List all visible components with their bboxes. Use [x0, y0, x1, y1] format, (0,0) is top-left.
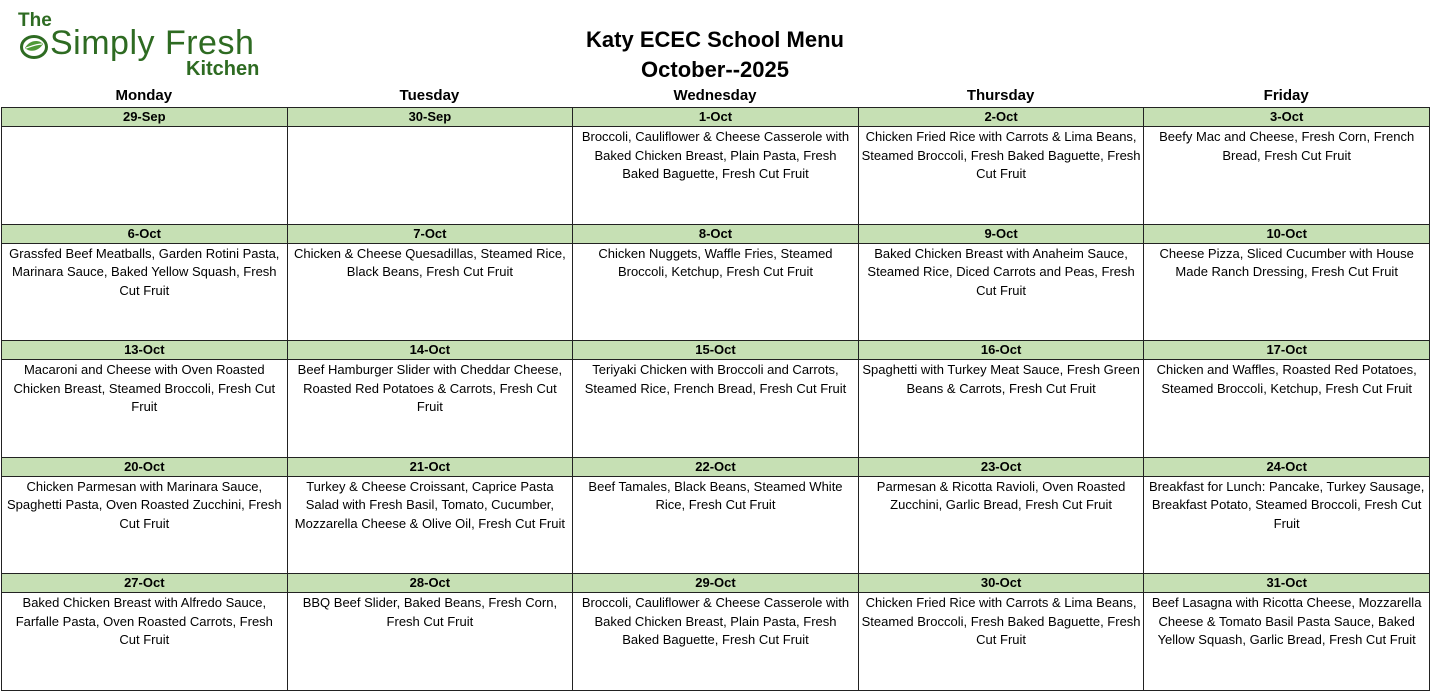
cell-menu: Parmesan & Ricotta Ravioli, Oven Roasted Zucchini, Garlic Bread, Fresh Cut Fruit — [876, 478, 1126, 513]
day-cell — [859, 225, 1145, 342]
menu-calendar-grid — [1, 107, 1430, 691]
cell-menu: Breakfast for Lunch: Pancake, Turkey Sausage, Breakfast Potato, Steamed Broccoli, Fresh Cut Fruit — [1149, 478, 1425, 531]
cell-date: 29-Oct — [573, 574, 858, 593]
day-cell — [288, 225, 574, 342]
cell-menu: Chicken Nuggets, Waffle Fries, Steamed Broccoli, Ketchup, Fresh Cut Fruit — [598, 245, 833, 280]
cell-date: 31-Oct — [1144, 574, 1429, 593]
cell-menu: Broccoli, Cauliflower & Cheese Casserole with Baked Chicken Breast, Plain Pasta, Fresh Baked Baguette, Fresh Cut Fruit — [581, 129, 850, 181]
cell-date: 29-Sep — [2, 108, 287, 127]
cell-date: 28-Oct — [288, 574, 573, 593]
page-title: Katy ECEC School Menu — [586, 27, 844, 52]
cell-date: 1-Oct — [573, 108, 858, 127]
cell-date: 3-Oct — [1144, 108, 1429, 127]
cell-menu: Macaroni and Cheese with Oven Roasted Chicken Breast, Steamed Broccoli, Fresh Cut Fruit — [13, 362, 276, 415]
day-cell — [573, 108, 859, 225]
day-header-tuesday: Tuesday — [399, 87, 460, 104]
cell-date: 30-Oct — [859, 574, 1144, 593]
cell-date: 9-Oct — [859, 225, 1144, 244]
cell-menu: Chicken & Cheese Quesadillas, Steamed Rice, Black Beans, Fresh Cut Fruit — [294, 245, 566, 280]
day-cell — [859, 574, 1145, 691]
day-cell — [859, 341, 1145, 458]
cell-date: 30-Sep — [288, 108, 573, 127]
cell-menu: Baked Chicken Breast with Alfredo Sauce, Farfalle Pasta, Oven Roasted Carrots, Fresh Cut Fruit — [15, 595, 273, 648]
cell-date: 15-Oct — [573, 341, 858, 360]
week-row — [2, 341, 1430, 458]
day-cell — [288, 574, 574, 691]
cell-menu: Beef Hamburger Slider with Cheddar Cheese, Roasted Red Potatoes & Carrots, Fresh Cut Fruit — [297, 362, 563, 415]
cell-menu: Chicken Fried Rice with Carrots & Lima Beans, Steamed Broccoli, Fresh Baked Baguette, Fresh Cut Fruit — [861, 129, 1141, 181]
cell-date: 20-Oct — [2, 458, 287, 477]
cell-date: 23-Oct — [859, 458, 1144, 477]
cell-menu — [2, 127, 287, 128]
day-cell — [573, 458, 859, 575]
cell-menu: Baked Chicken Breast with Anaheim Sauce, Steamed Rice, Diced Carrots and Peas, Fresh Cut Fruit — [867, 245, 1135, 298]
day-cell — [1144, 458, 1430, 575]
week-row — [2, 225, 1430, 342]
cell-menu: Grassfed Beef Meatballs, Garden Rotini Pasta, Marinara Sauce, Baked Yellow Squash, Fresh Cut Fruit — [9, 245, 280, 298]
day-cell — [2, 108, 288, 225]
leaf-icon — [18, 32, 50, 62]
cell-menu: BBQ Beef Slider, Baked Beans, Fresh Corn, Fresh Cut Fruit — [302, 595, 558, 629]
cell-menu: Teriyaki Chicken with Broccoli and Carrots, Steamed Rice, French Bread, Fresh Cut Fruit — [584, 362, 847, 396]
logo-the-text: The — [18, 10, 52, 31]
cell-date: 21-Oct — [288, 458, 573, 477]
cell-date: 27-Oct — [2, 574, 287, 593]
logo-subtitle: Kitchen — [186, 58, 260, 80]
cell-menu: Turkey & Cheese Croissant, Caprice Pasta Salad with Fresh Basil, Tomato, Cucumber, Mozzarella Cheese & Olive Oil, Fresh Cut Fruit — [294, 478, 565, 531]
day-cell — [2, 574, 288, 691]
menu-title — [500, 25, 930, 85]
day-header-friday: Friday — [1263, 87, 1309, 104]
day-cell — [859, 458, 1145, 575]
cell-date: 2-Oct — [859, 108, 1144, 127]
cell-date: 6-Oct — [2, 225, 287, 244]
cell-menu: Chicken and Waffles, Roasted Red Potatoes, Steamed Broccoli, Ketchup, Fresh Cut Fruit — [1156, 362, 1417, 396]
cell-menu: Chicken Parmesan with Marinara Sauce, Spaghetti Pasta, Oven Roasted Zucchini, Fresh Cut Fruit — [7, 478, 282, 531]
day-cell — [2, 458, 288, 575]
day-cell — [1144, 574, 1430, 691]
cell-date: 7-Oct — [288, 225, 573, 244]
cell-date: 14-Oct — [288, 341, 573, 360]
week-row — [2, 108, 1430, 225]
day-cell — [859, 108, 1145, 225]
cell-menu: Beef Tamales, Black Beans, Steamed White Rice, Fresh Cut Fruit — [588, 478, 843, 513]
cell-date: 13-Oct — [2, 341, 287, 360]
week-row — [2, 574, 1430, 691]
day-cell — [573, 574, 859, 691]
cell-date: 10-Oct — [1144, 225, 1429, 244]
day-cell — [288, 108, 574, 225]
day-cell — [288, 458, 574, 575]
day-cell — [1144, 341, 1430, 458]
week-row — [2, 458, 1430, 575]
cell-menu: Spaghetti with Turkey Meat Sauce, Fresh Green Beans & Carrots, Fresh Cut Fruit — [862, 362, 1140, 396]
cell-menu: Broccoli, Cauliflower & Cheese Casserole with Baked Chicken Breast, Plain Pasta, Fresh Baked Baguette, Fresh Cut Fruit — [581, 595, 850, 648]
day-cell — [2, 341, 288, 458]
logo-name: Simply Fresh — [50, 24, 255, 62]
cell-menu: Beefy Mac and Cheese, Fresh Corn, French Bread, Fresh Cut Fruit — [1159, 129, 1415, 163]
day-cell — [1144, 108, 1430, 225]
day-header-row — [1, 86, 1429, 106]
cell-menu — [288, 127, 573, 128]
cell-menu: Cheese Pizza, Sliced Cucumber with House Made Ranch Dressing, Fresh Cut Fruit — [1159, 245, 1414, 280]
cell-menu: Chicken Fried Rice with Carrots & Lima Beans, Steamed Broccoli, Fresh Baked Baguette, Fresh Cut Fruit — [861, 595, 1141, 648]
cell-date: 24-Oct — [1144, 458, 1429, 477]
cell-date: 17-Oct — [1144, 341, 1429, 360]
day-cell — [573, 225, 859, 342]
day-cell — [288, 341, 574, 458]
cell-date: 16-Oct — [859, 341, 1144, 360]
day-header-monday: Monday — [115, 87, 173, 104]
page-subtitle: October--2025 — [641, 57, 789, 82]
day-cell — [2, 225, 288, 342]
cell-menu: Beef Lasagna with Ricotta Cheese, Mozzarella Cheese & Tomato Basil Pasta Sauce, Baked Yellow Squash, Garlic Bread, Fresh Cut Fruit — [1151, 595, 1422, 648]
logo — [16, 10, 286, 82]
cell-date: 22-Oct — [573, 458, 858, 477]
day-cell — [1144, 225, 1430, 342]
day-header-wednesday: Wednesday — [673, 87, 757, 104]
cell-date: 8-Oct — [573, 225, 858, 244]
day-cell — [573, 341, 859, 458]
day-header-thursday: Thursday — [966, 87, 1035, 104]
